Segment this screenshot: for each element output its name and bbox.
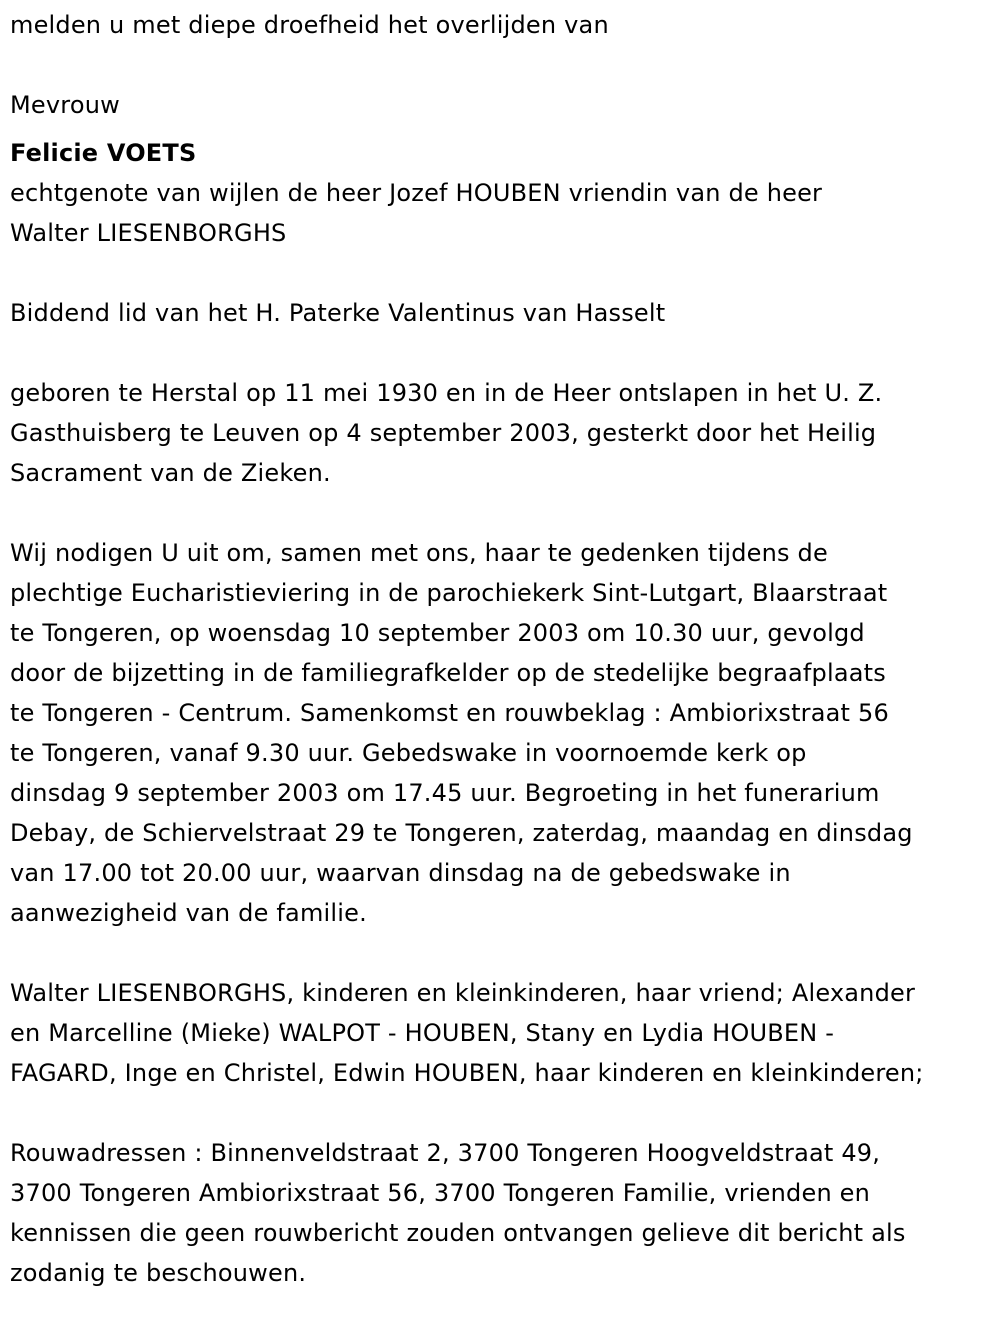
spacer — [10, 333, 1000, 373]
address-line: zodanig te beschouwen. — [10, 1259, 307, 1287]
invitation-line: van 17.00 tot 20.00 uur, waarvan dinsdag na de gebedswake in — [10, 859, 791, 887]
family-line: en Marcelline (Mieke) WALPOT - HOUBEN, Stany en Lydia HOUBEN - — [10, 1019, 835, 1047]
birth-death-line: Gasthuisberg te Leuven op 4 september 2003, gesterkt door het Heilig — [10, 419, 877, 447]
invitation-line: Wij nodigen U uit om, samen met ons, haar te gedenken tijdens de — [10, 539, 828, 567]
invitation-line: door de bijzetting in de familiegrafkelder op de stedelijke begraafplaats — [10, 659, 886, 687]
invitation-line: Debay, de Schiervelstraat 29 te Tongeren, zaterdag, maandag en dinsdag — [10, 819, 913, 847]
birth-death-line: geboren te Herstal op 11 mei 1930 en in de Heer ontslapen in het U. Z. — [10, 379, 883, 407]
address-line: Rouwadressen : Binnenveldstraat 2, 3700 Tongeren Hoogveldstraat 49, — [10, 1139, 881, 1167]
invitation-line: aanwezigheid van de familie. — [10, 899, 367, 927]
invitation-line: plechtige Eucharistieviering in de parochiekerk Sint-Lutgart, Blaarstraat — [10, 579, 888, 607]
family-line: FAGARD, Inge en Christel, Edwin HOUBEN, haar kinderen en kleinkinderen; — [10, 1059, 924, 1087]
relation-line: Walter LIESENBORGHS — [10, 219, 287, 247]
spacer — [10, 253, 1000, 293]
death-notice — [0, 5, 1000, 1323]
spacer — [10, 933, 1000, 973]
honorific: Mevrouw — [10, 91, 120, 119]
invitation-line: te Tongeren, op woensdag 10 september 2003 om 10.30 uur, gevolgd — [10, 619, 865, 647]
relation-line: echtgenote van wijlen de heer Jozef HOUBEN vriendin van de heer — [10, 179, 823, 207]
birth-death-line: Sacrament van de Zieken. — [10, 459, 331, 487]
spacer — [10, 493, 1000, 533]
address-line: 3700 Tongeren Ambiorixstraat 56, 3700 Tongeren Familie, vrienden en — [10, 1179, 871, 1207]
spacer — [10, 45, 1000, 85]
membership-text: Biddend lid van het H. Paterke Valentinus van Hasselt — [10, 299, 666, 327]
invitation-line: te Tongeren, vanaf 9.30 uur. Gebedswake in voornoemde kerk op — [10, 739, 807, 767]
invitation-line: te Tongeren - Centrum. Samenkomst en rouwbeklag : Ambiorixstraat 56 — [10, 699, 889, 727]
deceased-name: Felicie VOETS — [10, 139, 197, 167]
intro-text: melden u met diepe droefheid het overlijden van — [10, 11, 609, 39]
family-line: Walter LIESENBORGHS, kinderen en kleinkinderen, haar vriend; Alexander — [10, 979, 916, 1007]
spacer — [10, 1093, 1000, 1133]
address-line: kennissen die geen rouwbericht zouden ontvangen gelieve dit bericht als — [10, 1219, 906, 1247]
invitation-line: dinsdag 9 september 2003 om 17.45 uur. Begroeting in het funerarium — [10, 779, 880, 807]
